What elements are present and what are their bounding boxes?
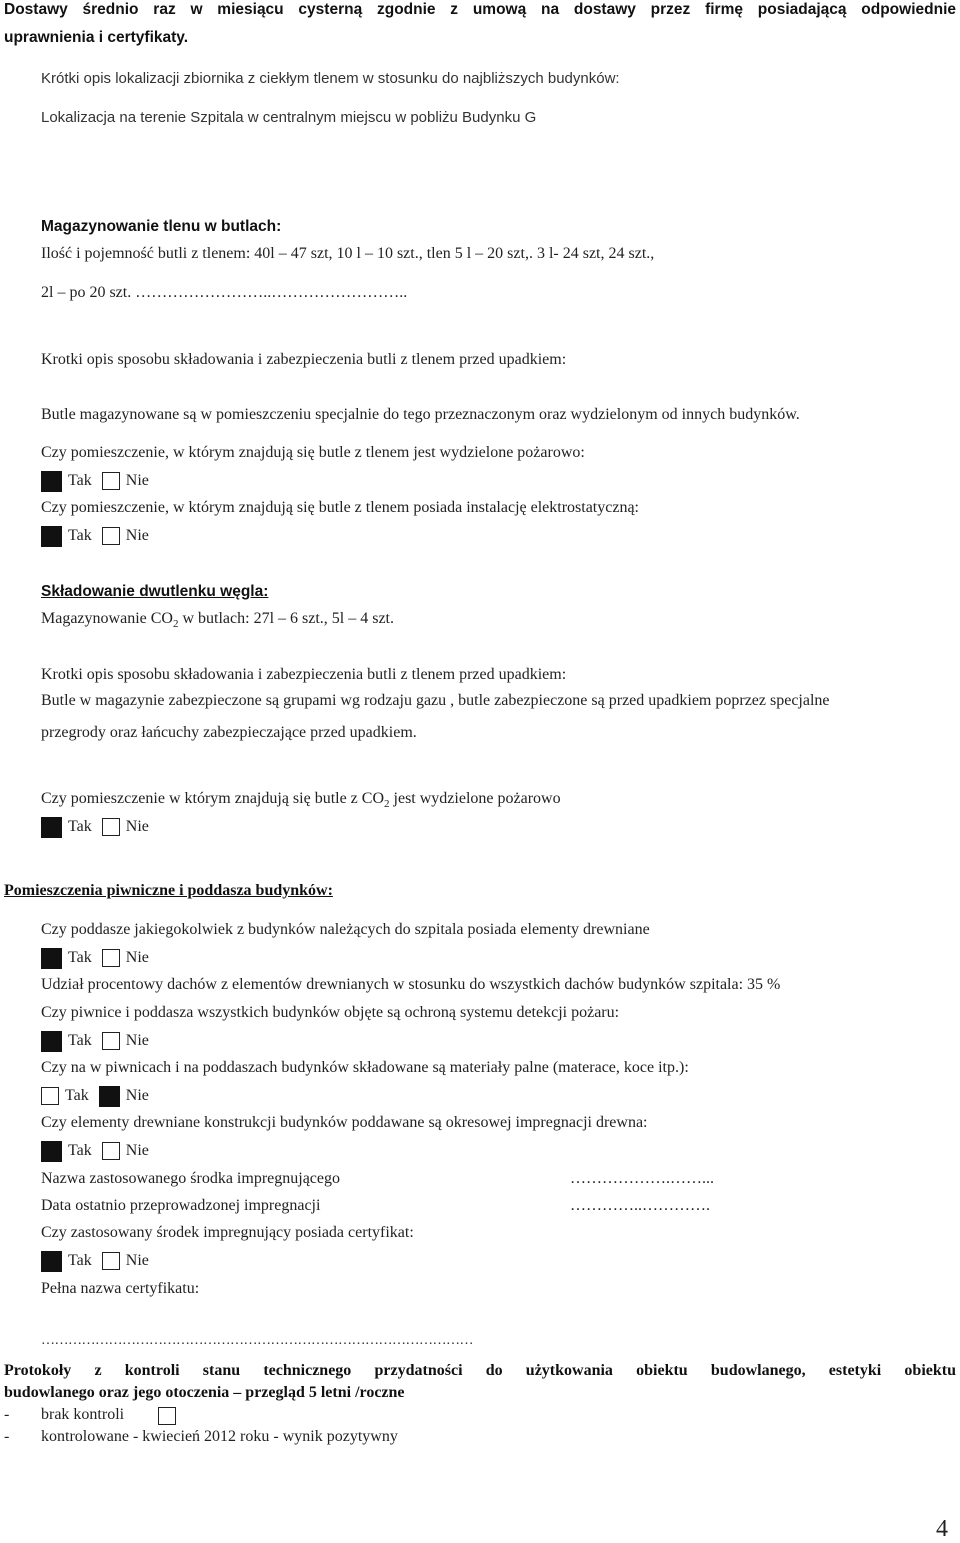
yes-label: Tak xyxy=(65,1087,89,1104)
co2-fire-text-post: jest wydzielone pożarowo xyxy=(389,790,561,807)
fire-detection-options xyxy=(41,1031,159,1051)
no-label: Nie xyxy=(125,1087,149,1104)
co2-fire-question xyxy=(41,790,561,810)
co2-subscript: 2 xyxy=(172,618,179,631)
co2-protection-line-2: przegrody oraz łańcuchy zabezpieczające przed upadkiem. xyxy=(41,724,417,741)
certificate-question: Czy zastosowany środek impregnujący posiada certyfikat: xyxy=(41,1224,414,1241)
co2-storage-text-post: w butlach: 27l – 6 szt., 5l – 4 szt. xyxy=(178,610,394,627)
yes-checkbox[interactable] xyxy=(41,471,62,492)
yes-checkbox[interactable] xyxy=(41,1141,62,1162)
delivery-line-2: uprawnienia i certyfikaty. xyxy=(4,29,189,46)
protocols-heading-line-1: Protokoły z kontroli stanu technicznego przydatności do użytkowania obiektu budowlanego, estetyki obiektu xyxy=(4,1362,956,1379)
no-checkbox[interactable] xyxy=(102,949,120,967)
co2-fire-options xyxy=(41,817,159,837)
no-label: Nie xyxy=(125,472,149,489)
certificate-options xyxy=(41,1251,159,1271)
no-checkbox[interactable] xyxy=(99,1086,120,1107)
no-checkbox[interactable] xyxy=(102,818,120,836)
no-label: Nie xyxy=(125,949,149,966)
certificate-name-label: Pełna nazwa certyfikatu: xyxy=(41,1280,200,1297)
yes-label: Tak xyxy=(68,472,92,489)
co2-storage-text: Magazynowanie CO xyxy=(41,610,173,627)
oxygen-protection-answer: Butle magazynowane są w pomieszczeniu specjalnie do tego przeznaczonym oraz wydzielonym od innych budynków. xyxy=(41,406,800,423)
co2-fire-text: Czy pomieszczenie w którym znajdują się butle z CO xyxy=(41,790,385,807)
no-checkbox[interactable] xyxy=(102,1142,120,1160)
yes-checkbox[interactable] xyxy=(41,1031,62,1052)
no-inspection-label: brak kontroli xyxy=(41,1406,125,1423)
no-label: Nie xyxy=(125,1032,149,1049)
yes-label: Tak xyxy=(68,527,92,544)
flammable-materials-question: Czy na w piwnicach i na poddaszach budynków składowane są materiały palne (materace, koce itp.): xyxy=(41,1059,689,1076)
co2-protection-line-1: Butle w magazynie zabezpieczone są grupami wg rodzaju gazu , butle zabezpieczone są przed upadkiem poprzez specjalne xyxy=(41,692,830,709)
oxygen-cylinders-heading: Magazynowanie tlenu w butlach: xyxy=(41,218,282,235)
yes-checkbox[interactable] xyxy=(41,948,62,969)
yes-checkbox[interactable] xyxy=(41,1087,59,1105)
oxygen-protection-question: Krotki opis sposobu składowania i zabezpieczenia butli z tlenem przed upadkiem: xyxy=(41,351,567,368)
certificate-name-field[interactable]: …………………………………………………………………………………… xyxy=(41,1333,473,1348)
oxygen-cylinders-quantity: Ilość i pojemność butli z tlenem: 40l – 47 szt, 10 l – 10 szt., tlen 5 l – 20 szt,. 3 l- 24 szt, 24 szt., xyxy=(41,245,655,262)
no-checkbox[interactable] xyxy=(102,1252,120,1270)
co2-protection-question: Krotki opis sposobu składowania i zabezpieczenia butli z tlenem przed upadkiem: xyxy=(41,666,567,683)
impregnation-options xyxy=(41,1141,159,1161)
protocols-heading-line-2: budowlanego oraz jego otoczenia – przegląd 5 letni /roczne xyxy=(4,1384,405,1401)
wood-roof-share: Udział procentowy dachów z elementów drewnianych w stosunku do wszystkich dachów budynków szpitala: 35 % xyxy=(41,976,781,993)
no-label: Nie xyxy=(125,1252,149,1269)
flammable-materials-options xyxy=(41,1086,159,1106)
yes-checkbox[interactable] xyxy=(41,1251,62,1272)
no-checkbox[interactable] xyxy=(102,472,120,490)
co2-storage xyxy=(41,610,394,630)
yes-label: Tak xyxy=(68,1032,92,1049)
fire-detection-question: Czy piwnice i poddasza wszystkich budynków objęte są ochroną systemu detekcji pożaru: xyxy=(41,1004,620,1021)
co2-subscript: 2 xyxy=(384,798,390,811)
protocol-item-dash: - xyxy=(4,1406,10,1423)
yes-label: Tak xyxy=(68,949,92,966)
tank-location-question: Krótki opis lokalizacji zbiornika z ciekłym tlenem w stosunku do najbliższych budynków: xyxy=(41,70,620,87)
wood-elements-options xyxy=(41,948,159,968)
page-number: 4 xyxy=(936,1516,948,1542)
last-impregnation-label: Data ostatnio przeprowadzonej impregnacji xyxy=(41,1197,321,1214)
no-label: Nie xyxy=(125,818,149,835)
wood-elements-question: Czy poddasze jakiegokolwiek z budynków należących do szpitala posiada elementy drewniane xyxy=(41,921,650,938)
no-checkbox[interactable] xyxy=(102,527,120,545)
oxygen-fire-question: Czy pomieszczenie, w którym znajdują się butle z tlenem jest wydzielone pożarowo: xyxy=(41,444,585,461)
inspected-label: kontrolowane - kwiecień 2012 roku - wynik pozytywny xyxy=(41,1428,398,1445)
yes-checkbox[interactable] xyxy=(41,817,62,838)
yes-checkbox[interactable] xyxy=(41,526,62,547)
no-label: Nie xyxy=(125,527,149,544)
yes-label: Tak xyxy=(68,1252,92,1269)
oxygen-electro-options xyxy=(41,526,159,546)
impregnation-question: Czy elementy drewniane konstrukcji budynków poddawane są okresowej impregnacji drewna: xyxy=(41,1114,648,1131)
no-checkbox[interactable] xyxy=(102,1032,120,1050)
agent-name-label: Nazwa zastosowanego środka impregnującego xyxy=(41,1170,340,1187)
oxygen-fire-options xyxy=(41,471,159,491)
tank-location-answer: Lokalizacja na terenie Szpitala w centralnym miejscu w pobliżu Budynku G xyxy=(41,109,537,126)
no-label: Nie xyxy=(125,1142,149,1159)
oxygen-cylinders-quantity-cont: 2l – po 20 szt. ……………………..…………………….. xyxy=(41,284,408,301)
agent-name-field[interactable]: ……………….……... xyxy=(570,1170,714,1187)
delivery-line-1: Dostawy średnio raz w miesiącu cysterną zgodnie z umową na dostawy przez firmę posiadającą odpowiednie xyxy=(4,1,956,18)
oxygen-electro-question: Czy pomieszczenie, w którym znajdują się butle z tlenem posiada instalację elektrostatyczną: xyxy=(41,499,639,516)
protocol-item-dash: - xyxy=(4,1428,10,1445)
yes-label: Tak xyxy=(68,818,92,835)
co2-heading: Składowanie dwutlenku węgla: xyxy=(41,583,269,600)
no-inspection-checkbox[interactable] xyxy=(158,1407,176,1425)
last-impregnation-field[interactable]: …………..…………. xyxy=(570,1197,710,1214)
yes-label: Tak xyxy=(68,1142,92,1159)
basements-heading: Pomieszczenia piwniczne i poddasza budynków: xyxy=(4,882,333,899)
